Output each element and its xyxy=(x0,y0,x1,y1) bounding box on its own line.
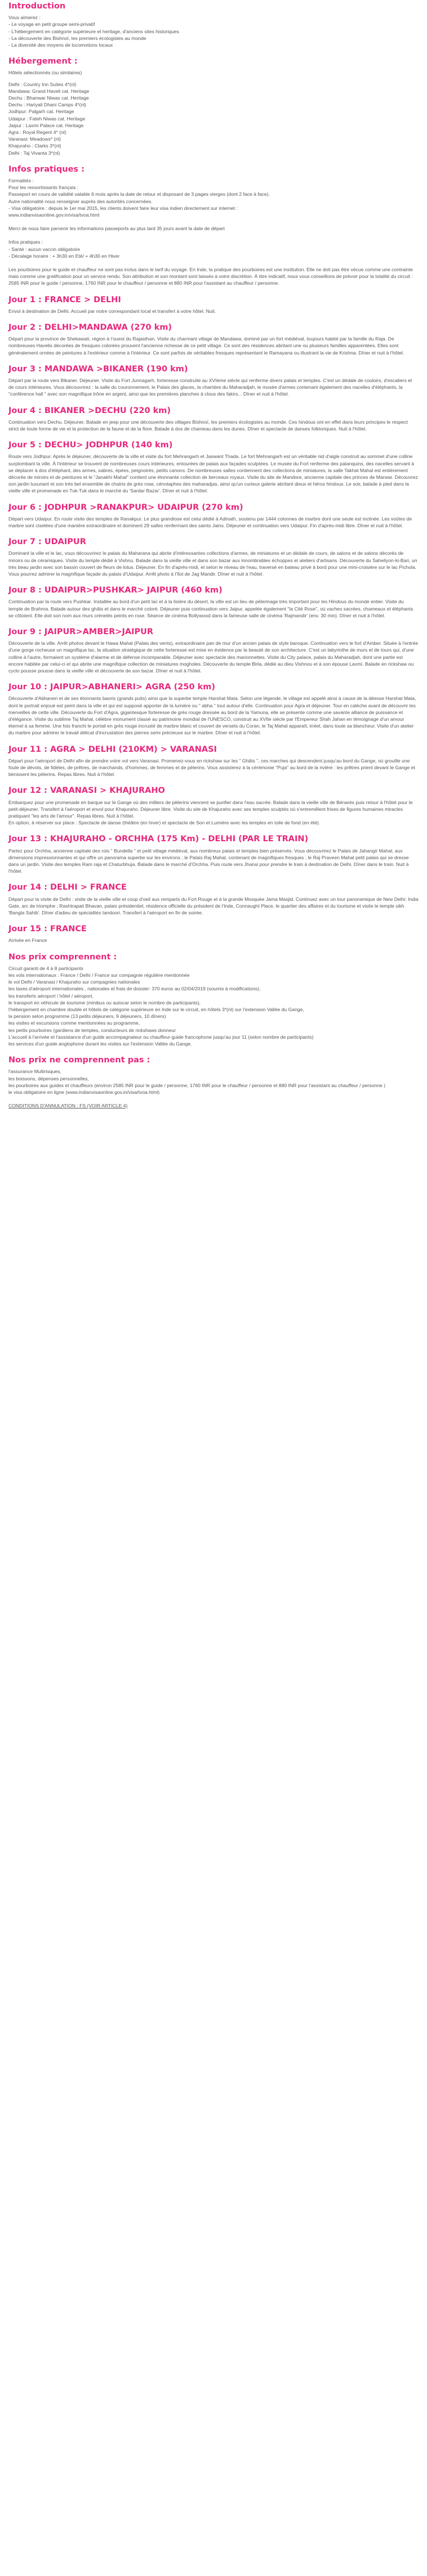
day-text: Route vers Jodhpur. Après le déjeuner, découverte de la ville et visite du fort Mehrangarh et Jaswant Thada. Le fort Mehrangarh est un véritable nid d'aigle construit au sommet d'une colline surplombant la ville. À l'intérieur se trouvent de nombreuses cours intérieures, entourées de palais aux façades sculptées. Le musée du Fort renferme des palanquins, des nacelles servant à se déplacer à dos d'éléphant, des armes, sabres, épées, peignoirés, petits canons. De nombreuses salles contiennent des collections de miniatures, la salle Takhat Mahal est entièrement décorée de miroirs et de peintures et le "Janakhi Mahal" contient une étonnante collection de berceaux royaux. Visite du site de Mandore, ancienne capitale des princes de Marwar. Découvrez son jardin luxuriant et son très bel ensemble de chatris de grès rose, cénotaphes des maharadjas, ainsi qu'un curieux galerie abritant dieux et héros hindous. Le soir, balade à pied dans la vieille ville et promenade en Tuk-Tuk dans le marché du 'Sardar Bazar'. Dîner et nuit à l'hôtel. xyxy=(8,454,418,494)
prix-item: le vol Delhi / Varanasi / Khajuraho sur compagnies nationales xyxy=(8,979,140,985)
day-title: Jour 7 : UDAIPUR xyxy=(8,537,86,547)
prix-item: les transferts aéroport / hôtel / aéroport, xyxy=(8,993,94,999)
day-option-text: En option, à réserver sur place : Spectacle de danse (théâtre (en hiver) et spectacle de Son et Lumière avec les temples en toile de fond (en été). xyxy=(8,820,321,826)
hotel-item: Delhi : Taj Vivanta 3*(nl) xyxy=(8,150,60,156)
day-section xyxy=(8,584,419,619)
day-title: Jour 11 : AGRA > DELHI (210KM) > VARANASI xyxy=(8,744,217,754)
day-text: Embarquez pour une promenade en barque sur le Gange où des milliers de pèlerins viennent se purifier dans l'eau sacrée. Balade dans la vieille ville de Bénarès puis retour à l'hôtel pour le petit-déjeuner. Transfert à l'aéroport et envol pour Khajuraho. Déjeuner libre. Visite du site de Khajuraho avec ses temples sculptés où s'entremêlent frises de figures humaines miracles pratiquant "les arts de l'amour". Repas libres. Nuit à l'hôtel. xyxy=(8,799,413,819)
day-text: Découverte d'Abhaneri et de ses étonnants baoris (grands puits) ainsi que la superbe temple Harshat Mata. Selon une légende, le village est appelé ainsi à cause de la déesse Harshat Mata, dont le portrait enjoué est peint dans la ville et qui est supposé apporter de la lumière ou " abha " tout autour d'elle. Continuation pour Agra et déjeuner. Tour en calèche avant de découvrir les merveilles de cette ville. Découverte du Fort d'Agra, gigantesque forteresse de grès rouge dressée au bord de la Yamuna, elle se présente comme une savante alliance de puissance et d'élégance. Visite du sublime Taj Mahal, célèbre monument classé au patrimoine mondial de l'UNESCO, construit au XVIIe siècle par l'Empereur Shah Jahan en témoignage d'un amour éternel à sa femme. Une fois franchi le portail en grès rouge incrusté de marbre blanc et couvert de versets du Coran, le Taj Mahal apparaît, irréel, dans toute sa blancheur. Visite d'un atelier du marbre pour admirer le travail délicat d'incrustation des pierres semi précieuse sur le marbre. Dîner et nuit à l'hôtel. xyxy=(8,695,416,736)
day-section xyxy=(8,501,419,529)
hotel-item: Agra : Royal Regent 4* (nl) xyxy=(8,129,66,136)
prix-item: l'hébergement en chambre double et hôtels de catégorie supérieure en Inde sur le circuit, en hôtels 3*(nl) sur l'extension Vallée du Gange, xyxy=(8,1007,304,1013)
infos-title: Infos pratiques : xyxy=(8,164,84,174)
day-title: Jour 1 : FRANCE > DELHI xyxy=(8,295,121,304)
infos-section xyxy=(8,163,419,287)
day-text: Départ pour la province de Shekawati, région à l'ouest du Rajasthan. Visite du charmant village de Mandawa, dominé par un fort médiéval, toujours habité par la famille du Raja. De nombreuses Havelis décorées de fresques colorées prouvent l'ancienne richesse de ce petit village. Ce sont des résidences abritant une ou plusieurs familles apparentées. Elles sont généralement ornées de peintures à l'extérieur comme à l'intérieur. Ce sont parfois de véritables fresques représentant le Ramayana ou illustrant la vie de Krishna. Dîner et nuit à l'hôtel. xyxy=(8,336,404,356)
prix-item: les services d'un guide anglophone durant les visites sur l'extension Vallée du Gange. xyxy=(8,1041,192,1047)
prix-item: la pension selon programme (13 petits déjeuners, 9 déjeuners, 10 dîners) xyxy=(8,1013,166,1020)
page xyxy=(0,0,427,1116)
day-section xyxy=(8,784,419,826)
prix-comprennent-section xyxy=(8,951,419,1048)
hotel-item: Dechu : Bhanwar Niwas cat. Heritage xyxy=(8,95,89,101)
day-section xyxy=(8,833,419,874)
infos-line: Pour les ressortissants français : xyxy=(8,185,79,191)
day-text: Départ pour la visite de Delhi : visite de la vieille ville et coup d'oeil aux remparts du Fort Rouge et à la grande Mosquée Jama Masjid. Continuez avec un tour panoramique de New Delhi: India Gate, arc de triomphe ; Rashtrapati Bhavan, palais présidentiel, résidence officielle du président de l'Inde, Connaught Place, le quartier des affaires et du tourisme et visite le temple sikh 'Bangla Sahib'. Dîner d'adieu de spécialités tandoori. Transfert à l'aéroport en fin de soirée. xyxy=(8,896,419,916)
intro-line: - La diversité des moyens de locomotions locaux xyxy=(8,42,113,48)
day-title: Jour 15 : FRANCE xyxy=(8,925,87,934)
day-section xyxy=(8,743,419,778)
day-text: Départ vers Udaipur. En route visite des temples de Ranakpur. Le plus grandiose est celui dédié à Adinath, soutenu par 1444 colonnes de marbre dont une seule est inclinée. Les voûtes de marbre sont ciselées d'une manière extraordinaire et dominent 29 salles renfermant des saints Jains. Déjeuner et continuation vers Udaipur. Fin d'après-midi libre. Dîner et nuit à l'hôtel. xyxy=(8,515,412,529)
day-title: Jour 14 : DELHI > FRANCE xyxy=(8,883,127,892)
day-title: Jour 9 : JAIPUR>AMBER>JAIPUR xyxy=(8,627,154,637)
day-text: Partez pour Orchha, ancienne capitale des rois " Bundella " et petit village médiéval, aux nombreux palais et temples bien préservés. Vous découvrirez le Palais de Jahangir Mahal, aux dimensions impressionnantes et qui offre un panorama superbe sur les environs ; le Palais Raj Mahal, contenant de magnifiques fresques ; le Raj Praveen Mahal petit palais qui se dresse dans un jardin. Visite des temples Ram raja et Chaturbhuja. Balade dans le marché d'Orchha. Puis route vers Jhansi pour prendre le train à destination de Delhi. Dîner dans le train. Nuit à l'hôtel. xyxy=(8,847,409,874)
hotel-item: Mandawa: Grand Haveli cat. Heritage xyxy=(8,88,90,94)
day-section xyxy=(8,405,419,433)
day-section xyxy=(8,294,419,315)
infos-line: - Visa obligatoire : depuis le 1er mai 2015, les clients doivent faire leur visa indien directement sur internet : xyxy=(8,205,238,211)
infos-line: Autre nationalité nous renseigner auprès des autorités concernées. xyxy=(8,198,153,204)
intro-line: Vous aimerez : xyxy=(8,15,41,21)
day-text: Arrivée en France xyxy=(8,937,47,944)
day-text: Départ pour l'aéroport de Delhi afin de prendre votre vol vers Varanasi. Promenez-vous en rickshaw sur les " Ghâts ", ces marches qui descendent jusqu'au bord du Gange, où grouille une foule de dévots, de fidèles, de prêtres, de marchands, d'hommes, de femmes et de pèlerins. Vous assisterez à la cérémonie "Puja" au bord de la rivière : les prêtres prient devant le Gange et bénissent les pèlerins. Repas libres. Nuit à l'hôtel. xyxy=(8,757,415,778)
day-title: Jour 12 : VARANASI > KHAJURAHO xyxy=(8,786,165,796)
hotel-item: Jodhpur: Palgarh cat. Heritage xyxy=(8,109,74,115)
hotel-item: Khajuraho : Clarks 3*(nl) xyxy=(8,143,61,149)
tips-paragraph: Les pourboires pour le guide et chauffeur ne sont pas inclus dans le tarif du voyage. En Inde, la pratique des pourboires est une institution. Elle ne doit pas être vécue comme une contrainte mais comme une gratification pour un service rendu. Son attribution et son montant sont laissés à votre discrétion. À titre indicatif, nous vous conseillons de prévoir pour la totalité du circuit : 2585 INR pour le guide / personne, 1760 INR pour le chauffeur / personne et 880 INR pour l'assistant au chauffeur / personne. xyxy=(8,267,413,286)
prix-item: L'accueil à l'arrivée et l'assistance d'un guide accompagnateur ou chauffeur-guide francophone jusqu'au jour 11 (selon nombre de participants) xyxy=(8,1034,314,1040)
intro-section xyxy=(8,0,419,48)
day-title: Jour 2 : DELHI>MANDAWA (270 km) xyxy=(8,323,172,333)
intro-line: - Le voyage en petit groupe semi-privatif xyxy=(8,21,95,28)
prix-item: Circuit garanti de 4 à 8 participants xyxy=(8,965,83,971)
day-section xyxy=(8,881,419,916)
day-section xyxy=(8,626,419,674)
hebergement-title: Hébergement : xyxy=(8,57,78,66)
prix-ne-comprennent-pas-title: Nos prix ne comprennent pas : xyxy=(8,1056,150,1065)
infos-line: - Santé : aucun vaccin obligatoire xyxy=(8,246,81,252)
prix-item: les taxes d'aéroport internationales , nationales et frais de dossier: 370 euros au 02/04/2019 (soumis à modifications), xyxy=(8,986,261,992)
day-title: Jour 6 : JODHPUR >RANAKPUR> UDAIPUR (270 km) xyxy=(8,502,243,512)
day-text: Dominant la ville et le lac, vous découvrirez le palais du Maharana qui abrite d'intéressantes collections d'armes, de miniatures et un dédale de cours, de salons et de salons décorés de miroirs ou de céramiques. Visite du temple dédié à Vishnu. Balade dans la vieille ville et dans son bazar aux innombrables échoppes et ateliers d'artisans. Découverte du Saheliyon-ki-Bari, un très beau jardin avec son bassin couvert de fleurs de lotus. Déjeuner. En fin d'après-midi, et selon le niveau de l'eau, traversé en bateau privé à bord pour une mini-croisière sur le lac Pichola. Vous pourrez admirer la magnifique façade du palais d'Udaipur. Arrêt photo à l'îlot de Jag Mandir. Dîner et nuit à l'hôtel. xyxy=(8,550,417,577)
intro-line: - La découverte des Bishnoï, les premiers écologistes au monde xyxy=(8,35,146,41)
day-section xyxy=(8,363,419,398)
day-title: Jour 10 : JAIPUR>ABHANERI> AGRA (250 km) xyxy=(8,683,215,692)
prix-excl-item: l'assurance Multirisques, xyxy=(8,1069,61,1075)
hebergement-subtitle: Hôtels sélectionnés (ou similaires) xyxy=(8,70,82,76)
infos-line: Merci de nous faire parvenir les informations passeports au plus tard 35 jours avant la date de départ xyxy=(8,226,225,232)
hotel-item: Dechu : Hariyali Dhani Camps 4*(nl) xyxy=(8,102,87,108)
day-text: Départ par la route vers Bikaner. Déjeuner. Visite du Fort Junnagarh, forteresse construite au XVIème siècle qui renferme divers palais et temples. C'est un dédale de couloirs, d'escaliers et de cours intérieures. Vous découvrirez : la salle du couronnement, le Palais des glaces, la chambre du Maharadjah, le musée d'armes contenant également des nacelles d'éléphants, la "conférence hall " avec son magnifique trône en argent, ainsi que les premières planches à clous des fakirs... Dîner et nuit à l'hôtel. xyxy=(8,378,412,397)
prix-item: les vols internationaux : France / Delhi / France sur compagnie régulière mentionnée xyxy=(8,972,190,979)
prix-comprennent-title: Nos prix comprennent : xyxy=(8,952,117,962)
day-text: Découverte de la ville. Arrêt photos devant le Hawa Mahal (Palais des vents), extraordinaire pan de mur d'un ancien palais de style baroque. Continuation vers le fort d'Amber. Située à l'entrée d'une gorge rocheuse un magnifique lac, la situation stratégique de cette forteresse est mise en évidence par la beauté de son architecture. C'est un labyrinthe de murs et de tours qui, d'une colline à l'autre, formaient un système d'alarme et de défense incomparable. Déjeuner avec spectacle des marionnettes. Visite du City palace, palais du Maharadjah, dont une partie est encore habitée par celui-ci et qui abrite une magnifique collection de miniatures mogholes. Découverte du temple Birla, dédié au dieu Vishnou et à son épouse Laxmi. Balade en rickshaw ou cyclo pousse pousse dans la vieille ville et découverte de son bazar. Dîner et nuit à l'hôtel. xyxy=(8,640,419,674)
day-title: Jour 4 : BIKANER >DECHU (220 km) xyxy=(8,406,171,415)
day-title: Jour 5 : DECHU> JODHPUR (140 km) xyxy=(8,441,173,450)
day-text: Continuation par la route vers Pushkar. Installée au bord d'un petit lac et à la lisière du désert, la ville est un lieu de pèlerinage très important pour les Hindous du monde entier. Visite du temple de Brahma. Balade autour des ghâts et dans le marché coloré. Déjeuner puis continuation vers Jaipur, appelée également "la Cité Rose", où vaches sacrées, chameaux et éléphants se côtoient. Elle doit son nom aux murs crénelés peints en rose. Séance de cinéma Bollywood dans la fameuse salle de cinéma 'Rajmandir' (env. 30 min). Dîner et nuit à l'hôtel. xyxy=(8,599,413,618)
prix-ne-comprennent-pas-section xyxy=(8,1054,419,1096)
intro-line: - L'hébergement en catégorie supérieure et heritage, d'anciens sites historiques xyxy=(8,28,179,34)
prix-excl-item: le visa obligatoire en ligne (www.indianvisaonline.gov.in/visa/tvoa.html) xyxy=(8,1089,160,1096)
prix-excl-item: les pourboires aux guides et chauffeurs (environ 2585 INR pour le guide / personne, 1760 INR pour le chauffeur / personne et 880 INR pour l'assistant au chauffeur / personne ) xyxy=(8,1082,386,1088)
visa-link[interactable]: www.indianvisaonline.gov.in/visa/tvoa.html xyxy=(8,212,100,218)
day-section xyxy=(8,536,419,577)
day-title: Jour 8 : UDAIPUR>PUSHKAR> JAIPUR (460 km) xyxy=(8,586,223,595)
infos-line: - Décalage horaire : + 3h30 en Eté/ + 4h30 en Hiver xyxy=(8,253,120,259)
hotel-item: Varanasi: Meadows* (nl) xyxy=(8,136,61,142)
infos-line: Passeport en cours de validité valable 6 mois après la date de retour et disposant de 3 pages vierges (dont 2 face à face). xyxy=(8,191,270,198)
intro-title: Introduction xyxy=(8,2,66,11)
hebergement-section xyxy=(8,55,419,156)
day-section xyxy=(8,321,419,356)
hotel-item: Delhi : Country Inn Suites 4*(nl) xyxy=(8,81,77,87)
day-section xyxy=(8,439,419,494)
day-title: Jour 13 : KHAJURAHO - ORCHHA (175 Km) - DELHI (PAR LE TRAIN) xyxy=(8,834,309,844)
hotel-item: Jaipur : Laxmi Palace cat. Heritage xyxy=(8,122,84,128)
prix-item: le transport en véhicule de tourisme (minibus ou autocar selon le nombre de participants), xyxy=(8,999,201,1006)
prix-item: les petits pourboires (gardiens de temples, conducteurs de rickshaws donneur xyxy=(8,1027,176,1033)
prix-item: les visites et excursions comme mentionnées au programme, xyxy=(8,1020,140,1026)
day-section xyxy=(8,923,419,944)
infos-line: Infos pratiques : xyxy=(8,239,43,245)
day-text: Envol à destination de Delhi. Accueil par notre correspondant local et transfert à votre hôtel. Nuit. xyxy=(8,308,216,314)
hotel-item: Udaipur : Fateh Niwas cat. Heritage xyxy=(8,115,86,122)
day-section xyxy=(8,681,419,736)
day-title: Jour 3 : MANDAWA >BIKANER (190 km) xyxy=(8,364,188,374)
prix-excl-item: les boissons, dépenses personnelles, xyxy=(8,1075,89,1081)
infos-line: Formalités : xyxy=(8,178,34,184)
conditions-annulation: CONDITIONS D'ANNULATION : FS (VOIR ARTICLE 4) xyxy=(8,1103,128,1109)
day-text: Continuation vers Dechu. Déjeuner. Balade en jeep pour une découverte des villages Bishnoï, les premiers écologistes au monde. Ces hindous ont en effet dans leurs principes le respect strict de toute forme de vie et la protection de la faune et de la flore. Balade à dos de chameau dans les dunes. Dîner et spectacle de danses folkloriques. Nuit à l'hôtel. xyxy=(8,419,408,432)
